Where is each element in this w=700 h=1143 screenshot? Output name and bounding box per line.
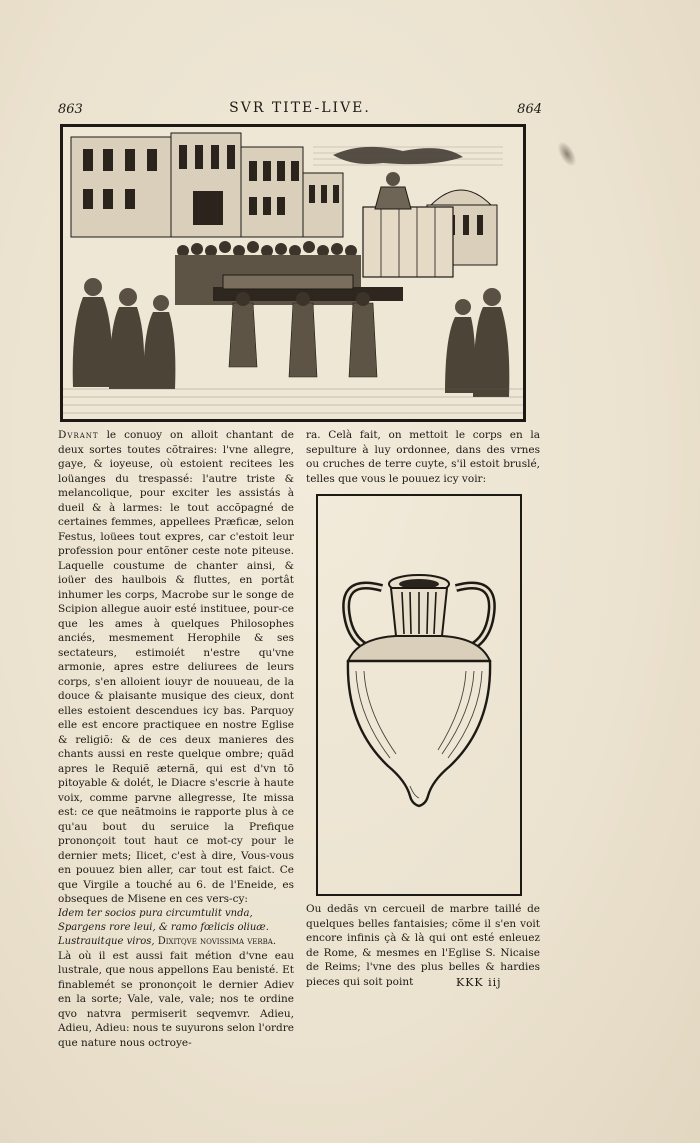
paragraph-1-text: le conuoy on alloit chantant de deux sortes toutes cõtraires: l'vne allegre, gaye, & ioyeuse, où estoient recitees les loüanges du trespassé: l'autre triste & melancolique, pour exciter les assistás à dueil & à larmes: le tout accõpagné de certaines femmes, appellees Præficæ, selon Festus, loüees tout expres, car c'estoit leur profession pour entõner ceste note piteuse. Laquelle coustume de chanter ainsi, & ioüer des haulbois & fluttes, en portât inhumer les corps, Macrobe sur le songe de Scipion allegue auoir esté instituee, pour-ce que les ames à quelques Philosophes anciés, mesmement Herophile & ses sectateurs, estimoiét n'estre qu'vne armonie, apres estre deliurees de leurs corps, s'en alloient iouyr de nouueau, de la douce & plaisante musique des cieux, dont elles estoient descendues icy bas. Parquoy elle est encore practiquee en nostre Eglise & religiõ: & de ces deux manieres des chants aussi en reste quelque ombre; quãd apres le Requiẽ æternã, qui est d'vn tõ pitoyable & dolét, le Diacre s'escrie à haute voix, comme parvne allegresse, Ite missa est: ce que neãtmoins ie rapporte plus à ce qu'au bout du seruice la Prefique prononçoit tout haut ce mot-cy pour le dernier mets; Ilicet, c'est à dire, Vous-vous en pouuez bien aller, car tout est faict. Ce que Virgile a touché au 6. de l'Eneide, es obseques de Misene en ces vers-cy: <box>58 429 294 905</box>
paragraph-lustral-water: Là où il est aussi fait métion d'vne eau lustrale, que nous appellons Eau benisté. Et finablemét se prononçoit le dernier Adiev en la sorte; Vale, vale, vale; nos te ordine qvo natvra permiserit seqvemvr. Adieu, Adieu, Adieu: nous te suyurons selon l'ordre que nature nous octroye- <box>58 949 294 1049</box>
page-number-left: 863 <box>58 102 83 117</box>
right-text-column-top <box>306 428 540 486</box>
signature-mark: KKK iij <box>456 976 502 989</box>
paragraph-burial: ra. Celà fait, on mettoit le corps en la sepulture à luy ordonnee, dans des vrnes ou cruches de terre cuyte, s'il estoit bruslé, telles que vous le pouuez icy voir: <box>306 429 540 485</box>
right-text-column-bottom <box>306 902 540 989</box>
verse-line-3 <box>58 935 294 949</box>
amphora-illustration <box>318 496 520 894</box>
verse-line-3-end: Dixitqve novissima verba. <box>157 935 277 947</box>
initial-word: Dvrant <box>58 429 99 441</box>
left-text-column <box>58 428 294 1050</box>
ink-stain <box>554 138 580 169</box>
running-title: SVR TITE-LIVE. <box>229 100 371 116</box>
page-header <box>58 100 542 122</box>
funerary-urn-engraving <box>316 494 522 896</box>
woodcut-illustration <box>63 127 523 419</box>
verse-line-2: Spargens rore leui, & ramo fœlicis oliuæ. <box>58 921 269 933</box>
paragraph-funeral-chants <box>58 428 294 907</box>
verse-line-3-start: Lustrauitque viros, <box>58 935 158 947</box>
verse-line-1: Idem ter socios pura circumtulit vnda, <box>58 907 253 919</box>
funeral-procession-woodcut <box>60 124 526 422</box>
paragraph-marble-coffin: Ou dedãs vn cercueil de marbre taillé de quelques belles fantaisies; cõme il s'en voit encore infinis çà & là qui ont esté enleuez de Rome, & mesmes en l'Eglise S. Nicaise de Reims; l'vne des plus belles & hardies pieces qui soit point <box>306 903 540 988</box>
page-number-right: 864 <box>517 102 542 117</box>
